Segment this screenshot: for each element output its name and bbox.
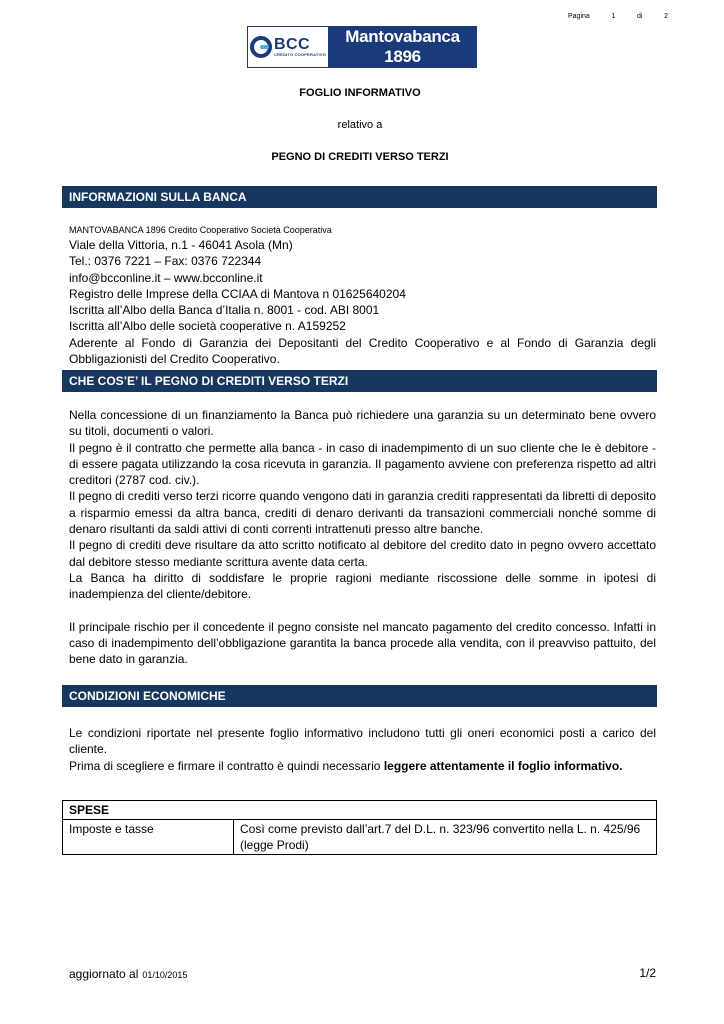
spese-table xyxy=(62,800,657,855)
table-row xyxy=(63,820,657,855)
paragraph: Il pegno è il contratto che permette alla banca - in caso di inadempimento di un suo cliente che le è debitore - di essere pagata utilizzando la cosa ricevuta in garanzia. Il pagamento avviene con preferenza rispetto ad altri creditori (2787 cod. civ.). xyxy=(69,440,656,488)
bank-guarantee-funds: Aderente al Fondo di Garanzia dei Depositanti del Credito Cooperativo e al Fondo di Garanzia degli Obbligazionisti del Credito Cooperativo. xyxy=(69,335,656,367)
paragraph: Nella concessione di un finanziamento la Banca può richiedere una garanzia su un determinato bene ovvero su titoli, documenti o valori. xyxy=(69,408,656,439)
section-heading-bank-info: INFORMAZIONI SULLA BANCA xyxy=(62,186,657,208)
conditions-paragraph: Le condizioni riportate nel presente foglio informativo includono tutti gli oneri economici posti a carico del cliente. xyxy=(69,726,656,757)
footer-updated-date: 01/10/2015 xyxy=(142,970,188,980)
page-of: di xyxy=(636,13,643,20)
table-cell-label: Imposte e tasse xyxy=(63,820,234,855)
footer-updated xyxy=(69,967,187,981)
page-total: 2 xyxy=(664,13,668,20)
page-current: 1 xyxy=(611,13,616,20)
paragraph: Il pegno di crediti verso terzi ricorre quando vengono dati in garanzia crediti rappresentati da libretti di deposito a risparmio emessi da altra banca, crediti di denaro derivanti da transazioni commerciali nonché somme di denaro risultanti da saldi attivi di conti correnti intrattenuti presso altre banche. xyxy=(69,489,656,537)
section-heading-what-is: CHE COS’E’ IL PEGNO DI CREDITI VERSO TERZI xyxy=(62,370,657,392)
document-subtitle: relativo a xyxy=(337,119,383,131)
page-label: Pagina xyxy=(568,13,590,20)
conditions-block xyxy=(69,725,656,774)
bank-albo-bdi: Iscritta all’Albo della Banca d’Italia n. 8001 - cod. ABI 8001 xyxy=(69,303,380,318)
bank-legal-name: MANTOVABANCA 1896 Credito Cooperativo Società Cooperativa xyxy=(69,225,332,235)
document-product: PEGNO DI CREDITI VERSO TERZI xyxy=(271,151,449,163)
table-cell-value: Così come previsto dall’art.7 del D.L. n. 323/96 convertito nella L. n. 425/96 (legge Prodi) xyxy=(234,820,657,855)
document-title: FOGLIO INFORMATIVO xyxy=(299,87,421,99)
table-header-spese: SPESE xyxy=(63,801,657,820)
paragraph: Il pegno di crediti deve risultare da atto scritto notificato al debitore del credito dato in pegno ovvero accettato dal debitore stesso mediante scrittura avente data certa. xyxy=(69,538,656,569)
bcc-subtext: CREDITO COOPERATIVO xyxy=(273,51,327,57)
section-heading-conditions: CONDIZIONI ECONOMICHE xyxy=(62,685,657,707)
risk-paragraph: Il principale rischio per il concedente il pegno consiste nel mancato pagamento del credito concesso. Infatti in caso di inadempimento dell’obbligazione garantita la banca procede alla vendita, con il preavviso pattuito, del bene dato in garanzia. xyxy=(69,619,656,667)
warning-text: Prima di scegliere e firmare il contratto è quindi necessario xyxy=(69,758,384,773)
what-is-block xyxy=(69,407,656,667)
paragraph: La Banca ha diritto di soddisfare le proprie ragioni mediante riscossione delle somme in ipotesi di inadempienza del cliente/debitore. xyxy=(69,570,656,602)
bank-registry: Registro delle Imprese della CCIAA di Mantova n 01625640204 xyxy=(69,286,406,301)
bcc-emblem-icon xyxy=(250,36,272,58)
table-header-row xyxy=(63,801,657,820)
bank-info-block xyxy=(69,223,656,367)
bank-address: Viale della Vittoria, n.1 - 46041 Asola (Mn) xyxy=(69,238,293,252)
bank-albo-coop: Iscritta all’Albo delle società cooperative n. A159252 xyxy=(69,319,346,334)
page-counter xyxy=(568,13,668,20)
bank-name-logo: Mantovabanca 1896 xyxy=(345,27,460,66)
bcc-logo-mark xyxy=(248,27,328,67)
warning-bold-text: leggere attentamente il foglio informativo. xyxy=(383,758,623,773)
bank-phone-fax: Tel.: 0376 7221 – Fax: 0376 722344 xyxy=(69,254,262,269)
footer-updated-label: aggiornato al xyxy=(69,967,139,981)
bank-email-web: info@bcconline.it – www.bcconline.it xyxy=(69,270,263,285)
conditions-warning xyxy=(69,758,656,774)
footer-page-ratio: 1/2 xyxy=(639,966,656,980)
bcc-text: BCC xyxy=(273,35,311,53)
bank-logo xyxy=(247,26,477,68)
